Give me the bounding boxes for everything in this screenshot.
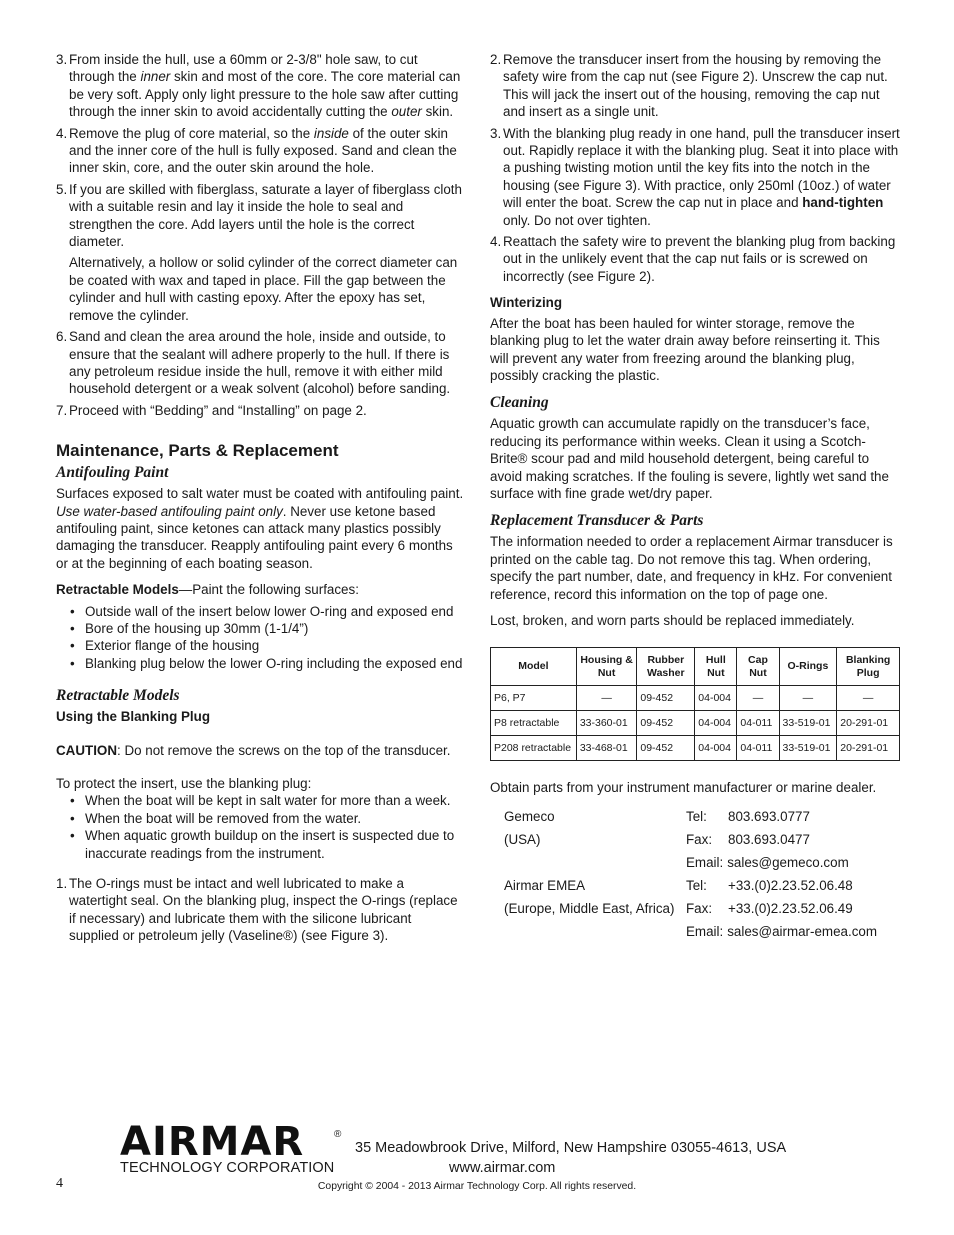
cleaning-paragraph: Aquatic growth can accumulate rapidly on the transducer’s face, reducing its performance within weeks. Clean it using a Scotch-Brite® scour pad and mild household detergent, being careful to avoid making scratches. If the fouling is severe, lightly wet sand the surface with fine grade wet/dry paper.: [490, 416, 889, 501]
dealer-contacts: [504, 805, 900, 943]
table-cell: 04-004: [695, 686, 737, 711]
copyright-notice: Copyright © 2004 - 2013 Airmar Technology Corp. All rights reserved.: [317, 1181, 637, 1192]
retractable-intro-bold: Retractable Models: [56, 582, 179, 598]
step-item: [56, 402, 464, 419]
step-number: 1.: [56, 876, 68, 892]
contact-row: [504, 828, 900, 851]
table-cell: 04-011: [737, 711, 779, 736]
blanking-steps-list-2: [490, 51, 900, 285]
table-cell: 04-004: [695, 711, 737, 736]
bullet-item: • When aquatic growth buildup on the insert is suspected due to inaccurate readings from the instrument.: [56, 827, 464, 862]
replacement-paragraph: The information needed to order a replacement Airmar transducer is printed on the cable tag. Do not remove this tag. When ordering, specify the part number, date, and frequency in kHz. For convenient reference, record this information on the top of page one.: [490, 534, 893, 602]
step-item: [56, 125, 464, 177]
table-header-cell: O-Rings: [779, 648, 837, 686]
table-row: [491, 736, 900, 761]
step-item: [490, 233, 900, 285]
table-cell: 04-004: [695, 736, 737, 761]
step-number: 4.: [56, 125, 68, 141]
step-text: Proceed with “Bedding” and “Installing” on page 2.: [69, 402, 367, 418]
caution-paragraph: [56, 742, 464, 759]
step-item: [56, 51, 464, 121]
company-address: 35 Meadowbrook Drive, Milford, New Hampshire 03055-4613, USA: [355, 1140, 787, 1156]
table-cell: 09-452: [637, 736, 695, 761]
website-link[interactable]: www.airmar.com: [449, 1160, 556, 1176]
step-number: 7.: [56, 402, 68, 418]
step-extra-text: Alternatively, a hollow or solid cylinder of the correct diameter can be coated with wax and taped in place. Fill the gap between the cylinder and hull with casting epoxy. After the epoxy has set, remove the cylinder.: [69, 255, 458, 323]
contact-value[interactable]: sales@gemeco.com: [727, 854, 849, 870]
blanking-steps-list-1: [56, 875, 464, 945]
contact-label: Fax:: [686, 900, 713, 916]
left-column: [56, 51, 464, 949]
table-cell: 20-291-01: [837, 711, 900, 736]
contact-label: Tel:: [686, 877, 707, 893]
page-number: 4: [56, 1176, 63, 1191]
winterizing-paragraph: After the boat has been hauled for winter storage, remove the blanking plug to let the water drain away before reinserting it. This will prevent any water from freezing around the blanking plug, possibly cracking the plastic.: [490, 315, 880, 383]
emphasis: outer: [391, 104, 422, 120]
cleaning-title: Cleaning: [490, 394, 549, 412]
lost-parts-paragraph: Lost, broken, and worn parts should be replaced immediately.: [490, 612, 855, 628]
contact-value: 803.693.0477: [728, 831, 810, 847]
contact-value[interactable]: sales@airmar-emea.com: [727, 923, 877, 939]
contact-label: Fax:: [686, 831, 713, 847]
registered-mark: ®: [334, 1129, 342, 1140]
contact-name: [504, 920, 686, 943]
step-item: [56, 875, 464, 945]
step-text: Remove the plug of core material, so the inside of the outer skin and the inner core of the hull is fully exposed. Sand and clean the inner skin, core, and the outer skin around the hole.: [69, 125, 457, 176]
step-number: 6.: [56, 329, 68, 345]
contact-value: +33.(0)2.23.52.06.49: [728, 900, 853, 916]
table-cell: 09-452: [637, 711, 695, 736]
contact-value: 803.693.0777: [728, 808, 810, 824]
table-cell: —: [576, 686, 637, 711]
paint-surfaces-list: [56, 603, 464, 673]
table-header-cell: Blanking Plug: [837, 648, 900, 686]
table-header-cell: Hull Nut: [695, 648, 737, 686]
step-number: 2.: [490, 52, 502, 67]
caution-text: : Do not remove the screws on the top of the transducer.: [117, 742, 451, 758]
contact-name: Airmar EMEA: [504, 877, 586, 893]
contact-value: +33.(0)2.23.52.06.48: [728, 877, 853, 893]
step-text: Sand and clean the area around the hole, inside and outside, to ensure that the sealant will adhere properly to the hull. If there is any petroleum residue inside the hull, remove it with either mild household detergent or a weak solvent (alcohol) before sanding.: [69, 329, 451, 397]
step-item: [490, 51, 900, 121]
contact-row: [504, 920, 900, 943]
contact-name: [504, 851, 686, 874]
bullet-item: • Exterior flange of the housing: [56, 637, 464, 654]
contact-label: Tel:: [686, 808, 707, 824]
table-cell: 33-468-01: [576, 736, 637, 761]
step-text: Remove the transducer insert from the housing by removing the safety wire from the cap nut (see Figure 2). Unscrew the cap nut. This will jack the insert out of the housing, removing the cap nut and insert as a single unit.: [503, 52, 888, 120]
parts-table: [490, 647, 900, 761]
contact-name: (USA): [504, 831, 541, 847]
step-text: From inside the hull, use a 60mm or 2-3/8" hole saw, to cut through the inner skin and most of the core. The core material can be very soft. Apply only light pressure to the hole saw after cutting through the inner skin to avoid accidentally cutting the outer skin.: [69, 52, 461, 120]
table-cell: P6, P7: [491, 686, 577, 711]
right-column: [490, 51, 900, 943]
step-text: The O-rings must be intact and well lubricated to make a watertight seal. On the blanking plug, inspect the O-rings (replace if necessary) and lubricate them with the silicone lubricant supplied or petroleum jelly (Vaseline®) (see Figure 3).: [69, 876, 458, 944]
bullet-item: • When the boat will be kept in salt water for more than a week.: [56, 792, 464, 809]
antifouling-title: Antifouling Paint: [56, 464, 169, 482]
contact-name: (Europe, Middle East, Africa): [504, 900, 675, 916]
table-cell: P8 retractable: [491, 711, 577, 736]
parts-table-header: [491, 648, 900, 686]
table-cell: 20-291-01: [837, 736, 900, 761]
bullet-item: • When the boat will be removed from the water.: [56, 810, 464, 827]
caution-label: CAUTION: [56, 742, 117, 758]
blanking-plug-title: Using the Blanking Plug: [56, 709, 210, 725]
section-heading-maintenance: Maintenance, Parts & Replacement: [56, 441, 339, 461]
table-header-cell: Cap Nut: [737, 648, 779, 686]
step-number: 3.: [56, 52, 68, 67]
corporation-name: TECHNOLOGY CORPORATION: [120, 1160, 335, 1176]
table-header-cell: Rubber Washer: [637, 648, 695, 686]
table-cell: 04-011: [737, 736, 779, 761]
step-text: Reattach the safety wire to prevent the blanking plug from backing out in the unlikely event that the cap nut fails or is screwed on incorrectly (see Figure 2).: [503, 234, 896, 284]
step-item: [56, 328, 464, 398]
antifouling-paragraph: Surfaces exposed to salt water must be coated with antifouling paint. Use water-based antifouling paint only. Never use ketone based antifouling paint, since ketones can attack many plastics possibly damaging the transducer. Reapply antifouling paint every 6 months or at the beginning of each boating season.: [56, 486, 464, 571]
step-text: If you are skilled with fiberglass, saturate a layer of fiberglass cloth with a suitable resin and lay it inside the hole to seal and strengthen the core. Add layers until the hole is the correct diameter.: [69, 181, 462, 250]
step-item: [56, 181, 464, 324]
step-item: [490, 125, 900, 229]
table-cell: 33-519-01: [779, 711, 837, 736]
replacement-title: Replacement Transducer & Parts: [490, 512, 704, 530]
contact-row: [504, 805, 900, 828]
airmar-logo: [120, 1119, 342, 1165]
step-number: 4.: [490, 234, 502, 250]
table-row: [491, 711, 900, 736]
table-header-cell: Housing & Nut: [576, 648, 637, 686]
contact-label: Email:: [686, 923, 724, 939]
step-text: With the blanking plug ready in one hand, pull the transducer insert out. Rapidly replace it with the blanking plug. Seat it into place with a pushing twisting motion until the key fits into the notch in the housing (see Figure 3). With practice, only 250ml (10oz.) of water will enter the boat. Screw the cap nut in place and hand-tighten only. Do not over tighten.: [503, 125, 900, 228]
table-cell: 09-452: [637, 686, 695, 711]
table-cell: —: [737, 686, 779, 711]
obtain-parts-paragraph: Obtain parts from your instrument manufacturer or marine dealer.: [490, 780, 877, 796]
step-number: 5.: [56, 181, 68, 197]
bullet-item: • Outside wall of the insert below lower O-ring and exposed end: [56, 603, 464, 620]
contact-row: [504, 874, 900, 897]
contact-label: Email:: [686, 854, 724, 870]
table-cell: 33-360-01: [576, 711, 637, 736]
emphasis: inside: [313, 125, 349, 141]
bullet-item: • Blanking plug below the lower O-ring including the exposed end: [56, 655, 464, 672]
protect-list: [56, 792, 464, 862]
emphasis: inner: [140, 69, 171, 85]
retractable-models-title: Retractable Models: [56, 687, 180, 705]
table-cell: 33-519-01: [779, 736, 837, 761]
retractable-paint-intro: [56, 581, 464, 598]
installation-steps-list: [56, 51, 464, 419]
strong-text: hand-tighten: [802, 195, 884, 211]
airmar-logo-word: AIRMAR: [120, 1119, 305, 1165]
step-number: 3.: [490, 125, 502, 141]
table-cell: —: [779, 686, 837, 711]
contact-row: [504, 851, 900, 874]
winterizing-title: Winterizing: [490, 295, 563, 311]
bullet-item: • Bore of the housing up 30mm (1-1/4”): [56, 620, 464, 637]
contact-row: [504, 897, 900, 920]
retractable-intro-rest: —Paint the following surfaces:: [178, 582, 359, 598]
table-cell: —: [837, 686, 900, 711]
protect-intro: To protect the insert, use the blanking plug:: [56, 776, 312, 791]
contact-name: Gemeco: [504, 808, 555, 824]
table-row: [491, 686, 900, 711]
parts-table-body: [491, 686, 900, 761]
table-cell: P208 retractable: [491, 736, 577, 761]
emphasis: Use water-based antifouling paint only: [56, 503, 283, 519]
table-header-cell: Model: [491, 648, 577, 686]
